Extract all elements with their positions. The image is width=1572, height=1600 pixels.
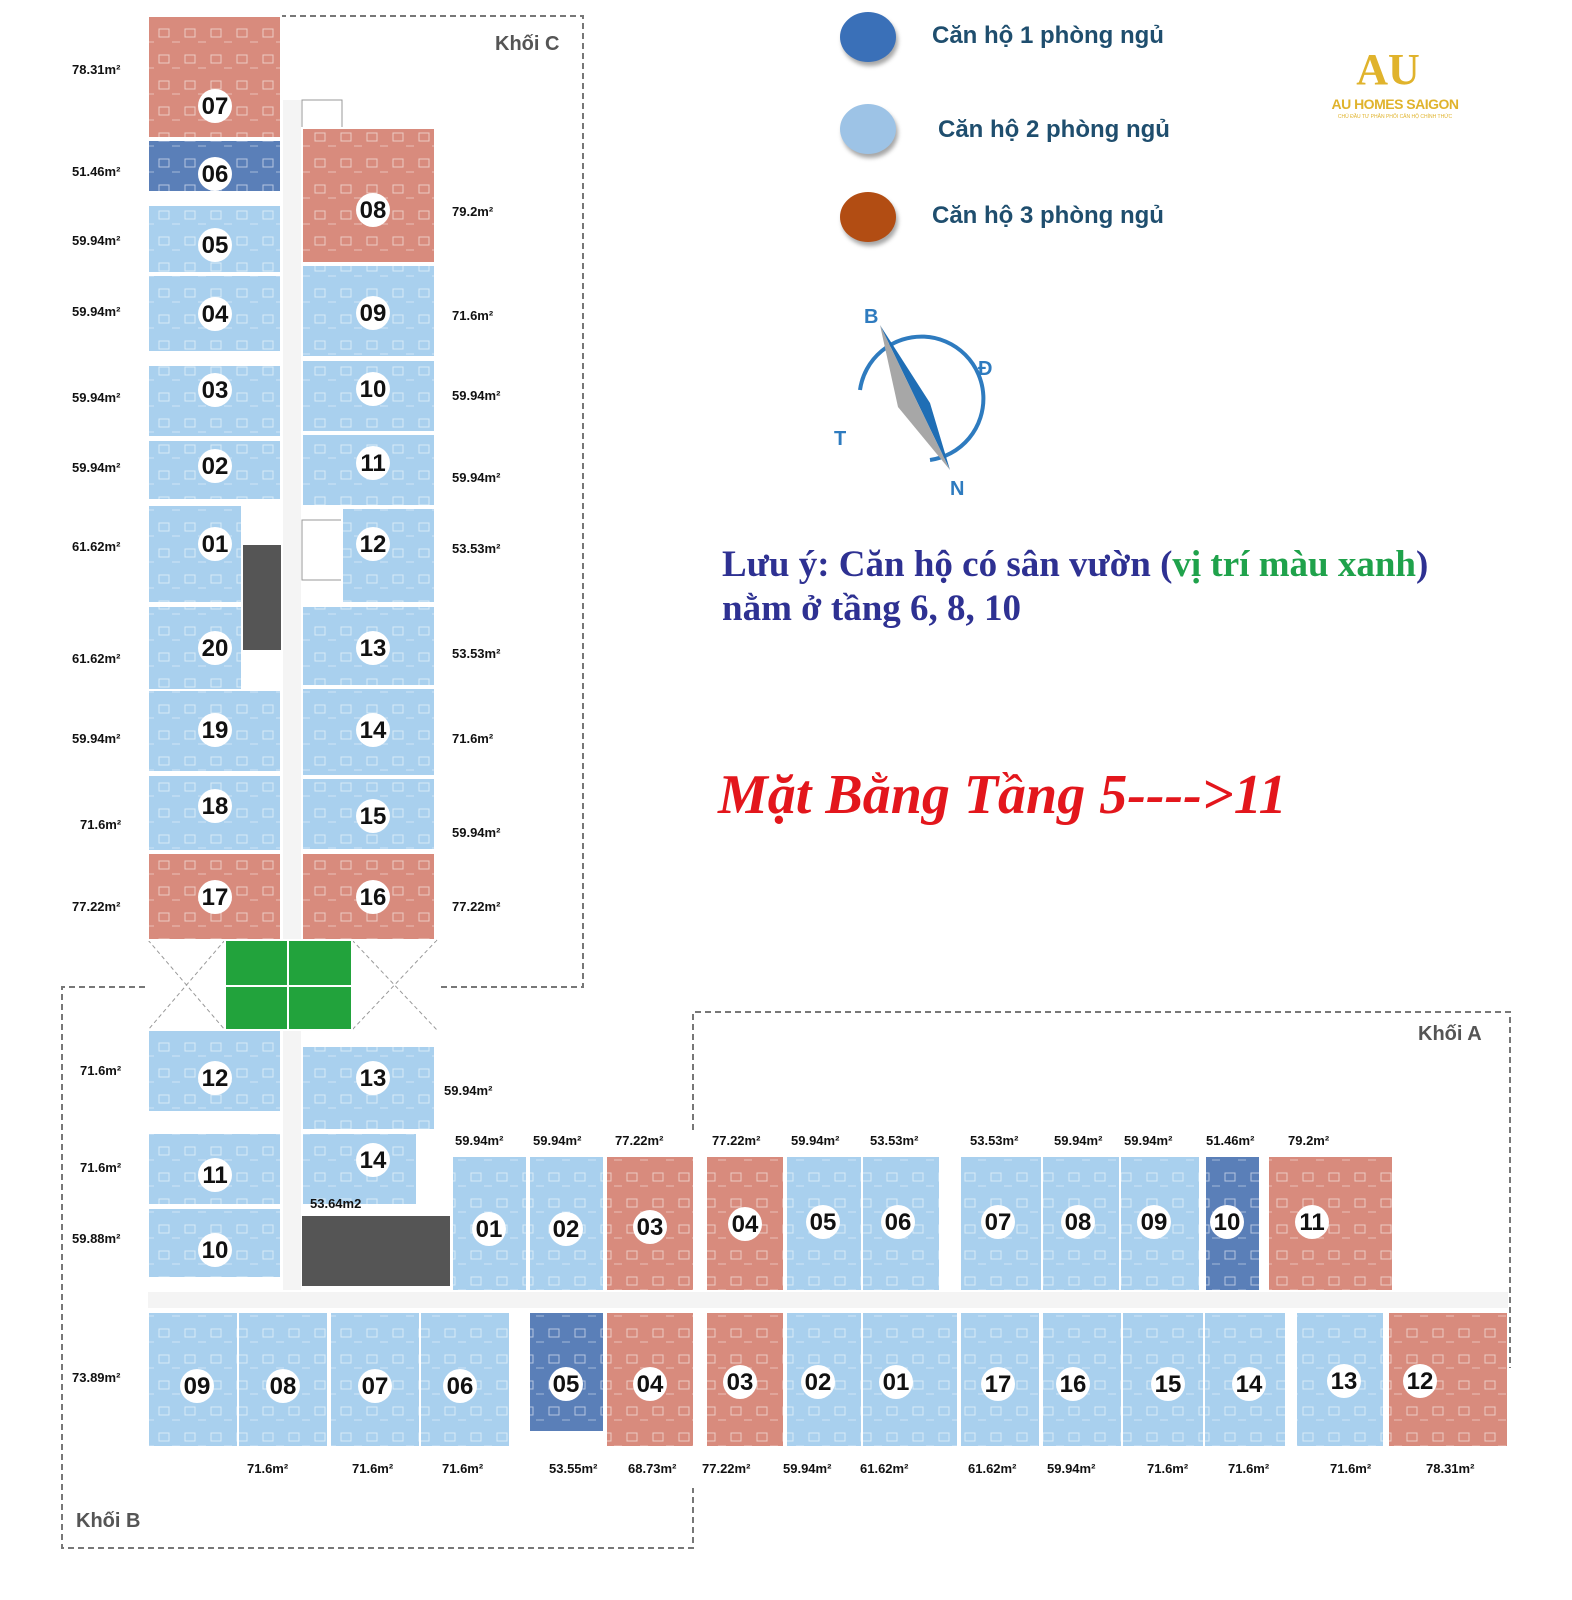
unit-area: 79.2m²: [452, 204, 494, 219]
unit-area: 61.62m²: [72, 539, 121, 554]
unit-area: 71.6m²: [80, 1063, 122, 1078]
note-suffix: ): [1416, 544, 1429, 585]
unit-number: 09: [1140, 1209, 1168, 1236]
unit-area: 53.53m²: [452, 646, 501, 661]
core-block: [243, 545, 281, 650]
unit-number: 08: [1064, 1209, 1092, 1236]
unit-area: 71.6m²: [80, 1160, 122, 1175]
unit-number: 03: [201, 377, 229, 404]
note-prefix: Lưu ý: Căn hộ có sân vườn (: [722, 544, 1173, 585]
unit-area: 53.53m²: [970, 1133, 1019, 1148]
unit-number: 14: [1235, 1371, 1263, 1398]
unit-number: 04: [636, 1371, 664, 1398]
unit-area: 71.6m²: [452, 308, 494, 323]
unit-area: 71.6m²: [442, 1461, 484, 1476]
compass-west: T: [834, 428, 847, 450]
unit-number: 09: [183, 1373, 211, 1400]
unit-area: 71.6m²: [1147, 1461, 1189, 1476]
logo-mark: AU: [1356, 45, 1420, 94]
compass-east: Đ: [978, 358, 993, 380]
unit-area: 71.6m²: [352, 1461, 394, 1476]
core-block: [302, 1216, 450, 1286]
unit-area: 59.94m²: [1124, 1133, 1173, 1148]
logo-tagline: CHỦ ĐẦU TƯ PHÂN PHỐI CĂN HỘ CHÍNH THỨC: [1337, 114, 1453, 120]
unit-number: 01: [882, 1369, 910, 1396]
unit-number: 10: [359, 376, 387, 403]
unit-number: 02: [201, 453, 229, 480]
note-highlight: vị trí màu xanh: [1172, 544, 1417, 585]
unit-number: 16: [1059, 1371, 1087, 1398]
legend-one-bed-label: Căn hộ 1 phòng ngủ: [932, 22, 1164, 49]
unit-number: 12: [201, 1065, 229, 1092]
unit-number: 04: [201, 301, 229, 328]
unit-number: 06: [884, 1209, 912, 1236]
unit-area: 71.6m²: [247, 1461, 289, 1476]
unit-number: 20: [201, 635, 229, 662]
unit-area: 59.94m²: [72, 731, 121, 746]
three-bed-swatch: [840, 192, 896, 242]
unit-area: 51.46m²: [72, 164, 121, 179]
au-homes-logo: [1310, 40, 1480, 130]
unit-number: 16: [359, 884, 387, 911]
unit-number: 10: [201, 1237, 229, 1264]
unit-area: 59.94m²: [533, 1133, 582, 1148]
unit-number: 05: [201, 232, 229, 259]
unit-number: 01: [475, 1216, 503, 1243]
note-floors: nằm ở tầng 6, 8, 10: [722, 588, 1022, 629]
unit-area: 59.94m²: [455, 1133, 504, 1148]
unit-number: 15: [359, 803, 387, 830]
unit-number: 04: [731, 1211, 759, 1238]
stair-block: [302, 520, 342, 580]
legend-two-bed: [840, 104, 1240, 164]
legend-three-bed-label: Căn hộ 3 phòng ngủ: [932, 202, 1164, 229]
unit-number: 05: [552, 1371, 580, 1398]
unit-area: 77.22m²: [72, 899, 121, 914]
unit-number: 14: [359, 1147, 387, 1174]
unit-area: 59.94m²: [791, 1133, 840, 1148]
unit-area: 53.53m²: [870, 1133, 919, 1148]
unit-area: 59.94m²: [452, 388, 501, 403]
one-bed-swatch: [840, 12, 896, 62]
unit-number: 18: [201, 793, 229, 820]
block-label-a: Khối A: [1418, 1023, 1482, 1045]
unit-number: 11: [360, 450, 386, 477]
unit-number: 17: [984, 1371, 1012, 1398]
unit-area: 71.6m²: [1228, 1461, 1270, 1476]
unit-number: 03: [636, 1214, 664, 1241]
unit-number: 01: [201, 531, 229, 558]
unit-number: 02: [552, 1216, 580, 1243]
page-title: Mặt Bằng Tầng 5---->11: [718, 764, 1287, 826]
unit-number: 13: [359, 1065, 387, 1092]
unit-area: 77.22m²: [702, 1461, 751, 1476]
unit-area: 71.6m²: [80, 817, 122, 832]
legend-two-bed-label: Căn hộ 2 phòng ngủ: [938, 116, 1170, 143]
unit-number: 13: [1330, 1368, 1358, 1395]
unit-number: 07: [201, 93, 229, 120]
unit-area: 59.94m²: [72, 233, 121, 248]
unit-area: 68.73m²: [628, 1461, 677, 1476]
garden-note: [722, 543, 1542, 631]
unit-area: 59.94m²: [1054, 1133, 1103, 1148]
unit-area: 71.6m²: [452, 731, 494, 746]
unit-area: 77.22m²: [615, 1133, 664, 1148]
unit-area: 77.22m²: [712, 1133, 761, 1148]
unit-furniture: [342, 508, 435, 603]
unit-area: 59.94m²: [452, 825, 501, 840]
unit-area: 79.2m²: [1288, 1133, 1330, 1148]
legend-three-bed: [840, 192, 1240, 252]
compass-north: B: [864, 306, 879, 328]
corridor: [283, 100, 301, 940]
unit-number: 11: [202, 1162, 228, 1189]
unit-area: 53.64m2: [310, 1196, 362, 1211]
unit-area: 61.62m²: [860, 1461, 909, 1476]
corridor: [148, 1292, 1508, 1308]
unit-number: 08: [269, 1373, 297, 1400]
unit-area: 59.94m²: [1047, 1461, 1096, 1476]
unit-number: 12: [1406, 1368, 1434, 1395]
unit-area: 59.94m²: [452, 470, 501, 485]
unit-area: 78.31m²: [72, 62, 121, 77]
corridor: [283, 1030, 301, 1290]
unit-number: 09: [359, 300, 387, 327]
unit-area: 53.55m²: [549, 1461, 598, 1476]
unit-area: 59.94m²: [72, 390, 121, 405]
unit-number: 02: [804, 1369, 832, 1396]
block-label-c: Khối C: [495, 33, 560, 55]
unit-area: 59.94m²: [444, 1083, 493, 1098]
unit-number: 14: [359, 717, 387, 744]
unit-area: 59.94m²: [783, 1461, 832, 1476]
unit-number: 15: [1154, 1371, 1182, 1398]
unit-area: 53.53m²: [452, 541, 501, 556]
unit-number: 03: [726, 1369, 754, 1396]
unit-area: 59.94m²: [72, 460, 121, 475]
unit-number: 08: [359, 197, 387, 224]
unit-number: 07: [361, 1373, 389, 1400]
unit-number: 13: [359, 635, 387, 662]
logo-name: AU HOMES SAIGON: [1331, 96, 1459, 112]
unit-area: 59.94m²: [72, 304, 121, 319]
unit-area: 51.46m²: [1206, 1133, 1255, 1148]
unit-number: 05: [809, 1209, 837, 1236]
unit-number: 06: [446, 1373, 474, 1400]
unit-area: 59.88m²: [72, 1231, 121, 1246]
compass-south: N: [950, 478, 965, 500]
unit-area: 61.62m²: [968, 1461, 1017, 1476]
unit-area: 73.89m²: [72, 1370, 121, 1385]
two-bed-swatch: [840, 104, 896, 154]
unit-number: 11: [1299, 1209, 1325, 1236]
legend-one-bed: [840, 12, 1240, 72]
compass-icon: [820, 295, 1010, 505]
unit-number: 07: [984, 1209, 1012, 1236]
unit-area: 78.31m²: [1426, 1461, 1475, 1476]
unit-area: 71.6m²: [1330, 1461, 1372, 1476]
unit-number: 17: [201, 884, 229, 911]
unit-area: 61.62m²: [72, 651, 121, 666]
unit-number: 10: [1213, 1209, 1241, 1236]
block-label-b: Khối B: [76, 1510, 141, 1532]
unit-number: 06: [201, 161, 229, 188]
unit-area: 77.22m²: [452, 899, 501, 914]
unit-number: 19: [201, 717, 229, 744]
unit-furniture: [1268, 1156, 1393, 1291]
unit-number: 12: [359, 531, 387, 558]
